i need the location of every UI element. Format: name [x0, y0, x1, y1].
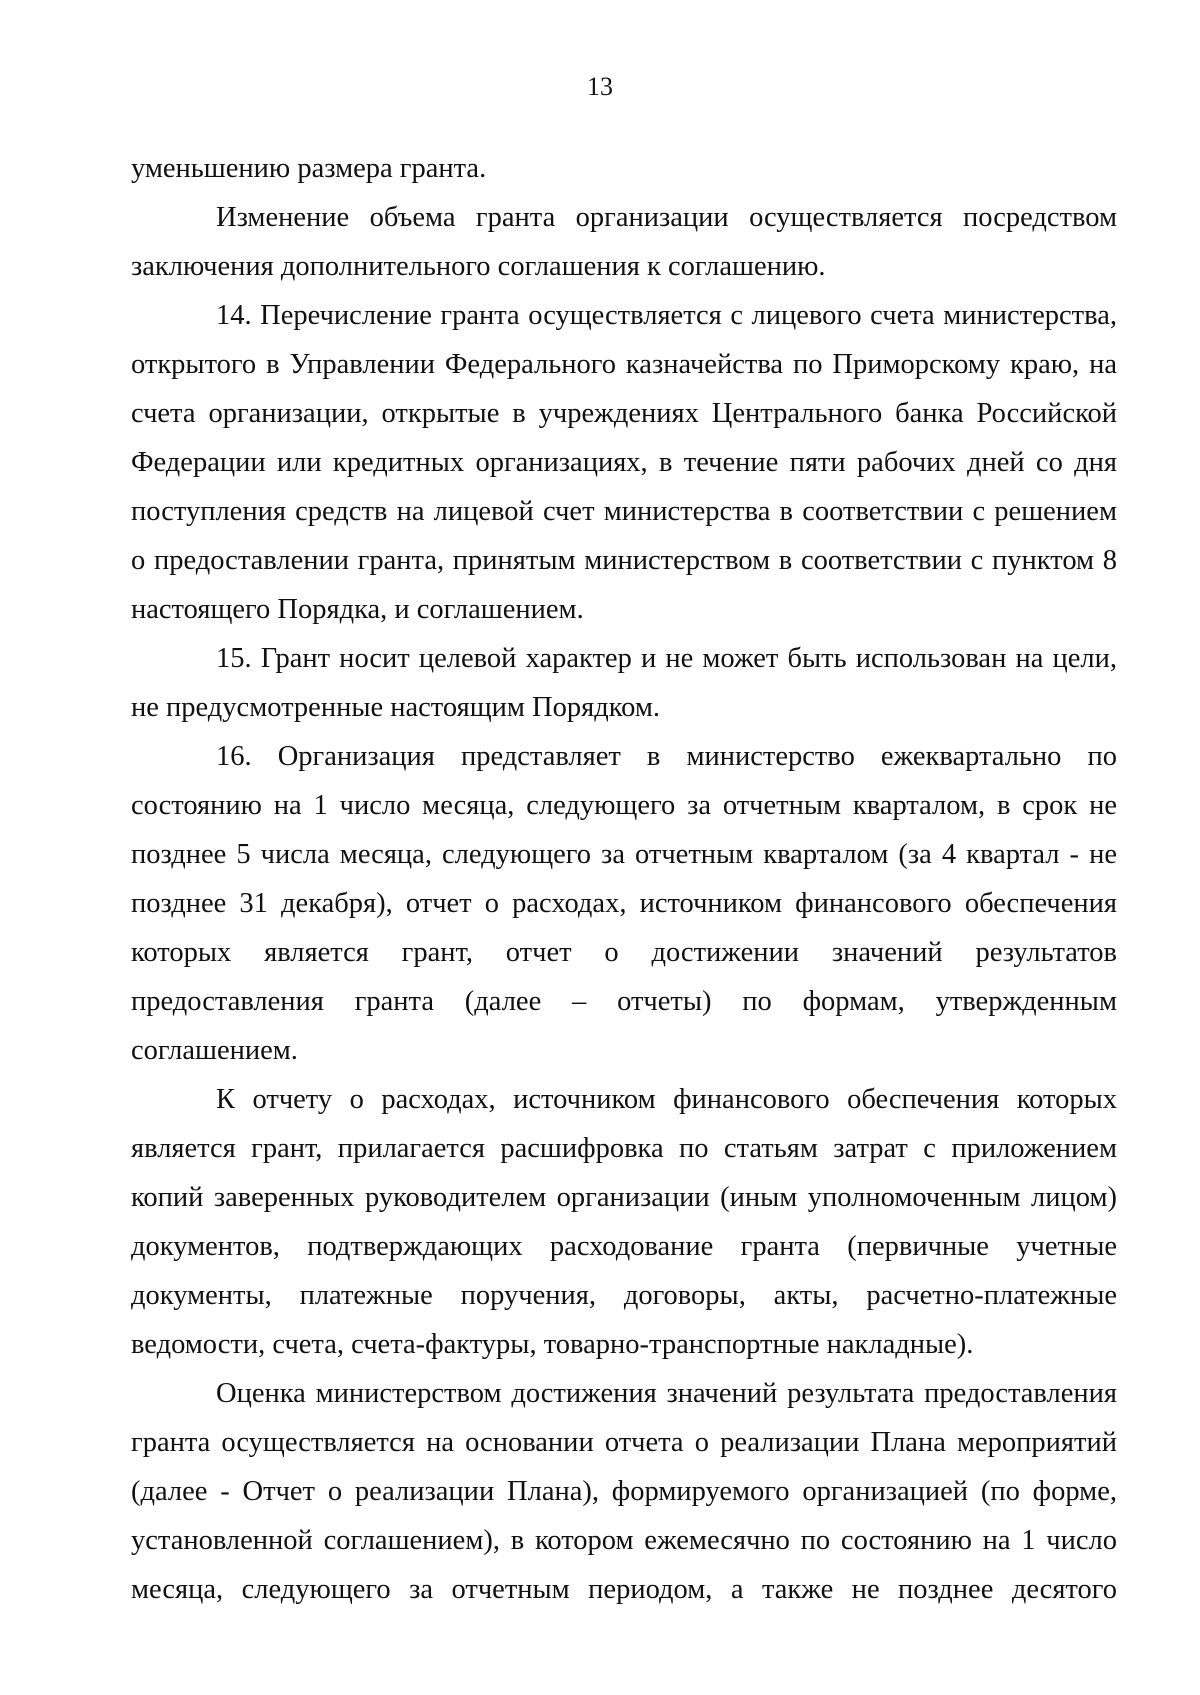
text-line: гранта осуществляется на основании отчета о реализации Плана мероприятий	[131, 1427, 1117, 1458]
text-line: Федерации или кредитных организациях, в течение пяти рабочих дней со дня	[131, 447, 1117, 478]
text-line: не предусмотренные настоящим Порядком.	[131, 692, 661, 723]
paragraph-continuation	[131, 144, 1117, 193]
text-line: является грант, прилагается расшифровка по статьям затрат с приложением	[131, 1133, 1117, 1164]
text-line: позднее 31 декабря), отчет о расходах, источником финансового обеспечения	[131, 888, 1117, 919]
text-line: счета организации, открытые в учреждениях Центрального банка Российской	[131, 398, 1117, 429]
paragraph-item-15	[131, 634, 1117, 732]
text-line: копий заверенных руководителем организации (иным уполномоченным лицом)	[131, 1182, 1117, 1213]
text-line: предоставления гранта (далее – отчеты) по формам, утвержденным	[131, 986, 1117, 1017]
document-body	[131, 144, 1117, 1614]
text-line: поступления средств на лицевой счет министерства в соответствии с решением	[131, 496, 1117, 527]
paragraph-grant-change	[131, 193, 1117, 291]
text-line: ведомости, счета, счета-фактуры, товарно-транспортные накладные).	[131, 1329, 974, 1360]
text-line: которых является грант, отчет о достижении значений результатов	[131, 937, 1117, 968]
text-line: 14. Перечисление гранта осуществляется с лицевого счета министерства,	[216, 300, 1117, 331]
text-line: уменьшению размера гранта.	[131, 153, 487, 184]
text-line: 15. Грант носит целевой характер и не может быть использован на цели,	[216, 643, 1117, 674]
paragraph-item-16	[131, 732, 1117, 1075]
page-number: 13	[587, 72, 613, 101]
text-line: месяца, следующего за отчетным периодом, а также не позднее десятого	[131, 1574, 1117, 1605]
text-line: заключения дополнительного соглашения к соглашению.	[131, 251, 826, 282]
paragraph-expense-report	[131, 1075, 1117, 1369]
text-line: Изменение объема гранта организации осуществляется посредством	[216, 202, 1117, 233]
text-line: документы, платежные поручения, договоры, акты, расчетно-платежные	[131, 1280, 1117, 1311]
text-line: (далее - Отчет о реализации Плана), формируемого организацией (по форме,	[131, 1476, 1117, 1507]
text-line: соглашением.	[131, 1035, 298, 1066]
text-line: о предоставлении гранта, принятым министерством в соответствии с пунктом 8	[131, 545, 1117, 576]
text-line: К отчету о расходах, источником финансового обеспечения которых	[216, 1084, 1117, 1115]
text-line: установленной соглашением), в котором ежемесячно по состоянию на 1 число	[131, 1525, 1117, 1556]
text-line: Оценка министерством достижения значений результата предоставления	[216, 1378, 1117, 1409]
paragraph-evaluation	[131, 1369, 1117, 1614]
text-line: документов, подтверждающих расходование гранта (первичные учетные	[131, 1231, 1117, 1262]
text-line: 16. Организация представляет в министерство ежеквартально по	[216, 741, 1117, 772]
text-line: открытого в Управлении Федерального казначейства по Приморскому краю, на	[131, 349, 1117, 380]
text-line: настоящего Порядка, и соглашением.	[131, 594, 584, 625]
text-line: состоянию на 1 число месяца, следующего за отчетным кварталом, в срок не	[131, 790, 1117, 821]
text-line: позднее 5 числа месяца, следующего за отчетным кварталом (за 4 квартал - не	[131, 839, 1117, 870]
paragraph-item-14	[131, 291, 1117, 634]
